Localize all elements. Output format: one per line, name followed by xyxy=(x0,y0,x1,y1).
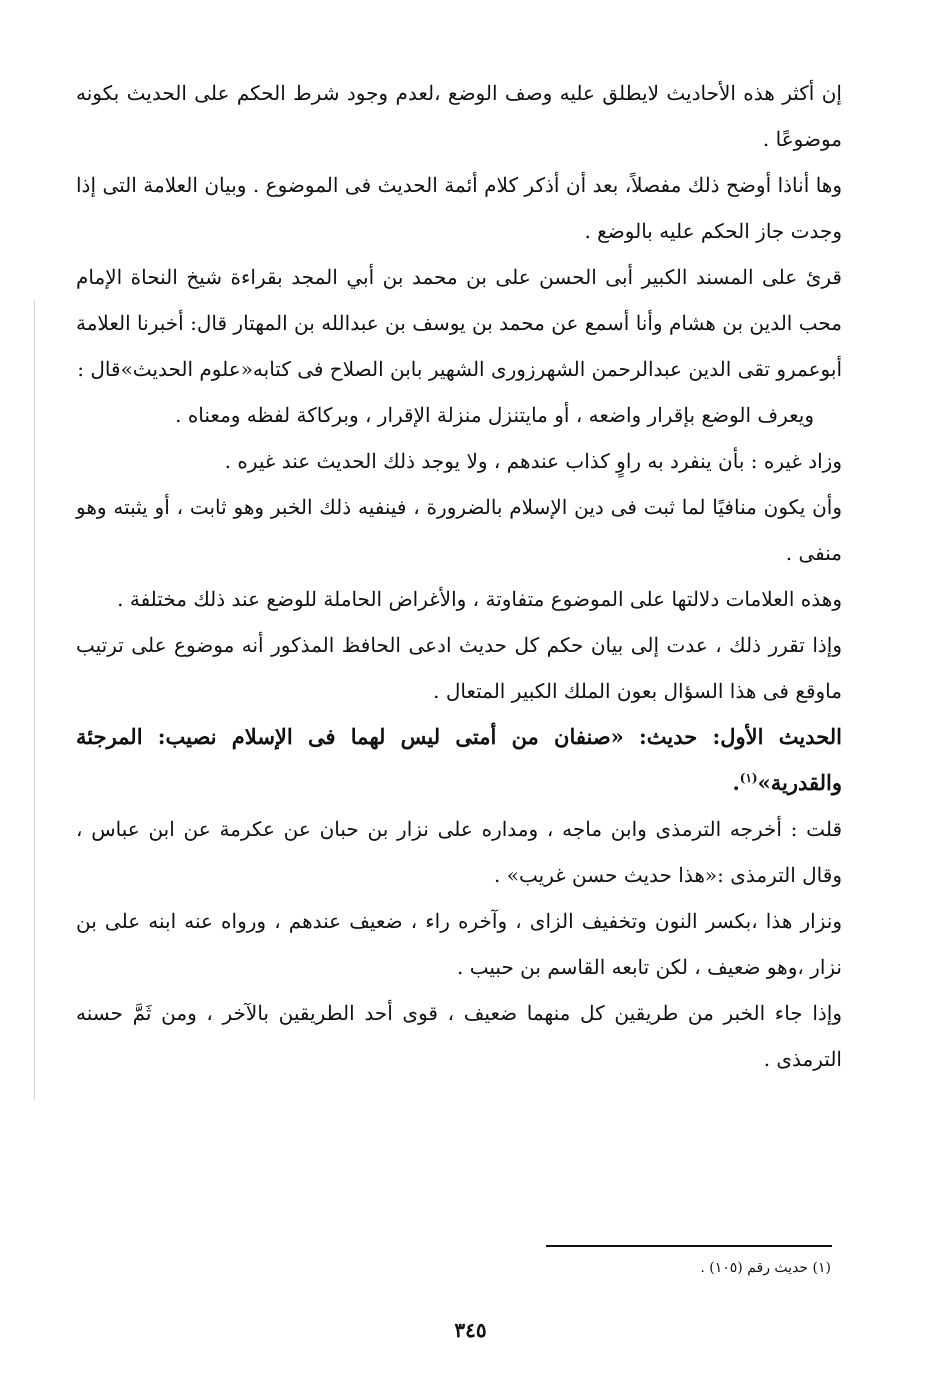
paragraph-isnad: قرئ على المسند الكبير أبى الحسن على بن محمد بن أبي المجد بقراءة شيخ النحاة الإمام محب الدين بن هشام وأنا أسمع عن محمد بن يوسف بن عبدالله بن المهتار قال: أخبرنا العلامة أبوعمرو تقى الدين عبدالرحمن الشهرزورى الشهير بابن الصلاح فى كتابه«علوم الحديث»قال : xyxy=(76,265,842,381)
hadith-heading-text: الحديث الأول: حديث: «صنفان من أمتى ليس لهما فى الإسلام نصيب: المرجئة والقدرية» xyxy=(76,724,842,795)
hadith-heading-end: . xyxy=(732,770,740,795)
paragraph-takhrij: قلت : أخرجه الترمذى وابن ماجه ، ومداره على نزار بن حبان عن عكرمة عن ابن عباس ، وقال الترمذى :«هذا حديث حسن غريب» . xyxy=(76,817,842,887)
paragraph-narrator: ونزار هذا ،بكسر النون وتخفيف الزاى ، وآخره راء ، ضعيف عندهم ، ورواه عنه ابنه على بن نزار ،وهو ضعيف ، لكن تابعه القاسم بن حبيب . xyxy=(76,909,842,979)
footnote: (١) حديث رقم (١٠٥) . xyxy=(700,1260,831,1276)
footnote-separator xyxy=(546,1245,832,1247)
paragraph-intro: إن أكثر هذه الأحاديث لايطلق عليه وصف الوضع ،لعدم وجود شرط الحكم على الحديث بكونه موضوعًا . xyxy=(76,81,842,151)
paragraph-quote-2: وزاد غيره : بأن ينفرد به راوٍ كذاب عندهم ، ولا يوجد ذلك الحديث عند غيره . xyxy=(224,449,842,473)
paragraph-clarification: وها أناذا أوضح ذلك مفصلاً، بعد أن أذكر كلام أئمة الحديث فى الموضوع . وبيان العلامة التى إذا وجدت جاز الحكم عليه بالوضع . xyxy=(76,173,843,243)
page-number: ٣٤٥ xyxy=(454,1318,487,1342)
footnote-marker: (١) xyxy=(739,771,758,785)
page-edge-line xyxy=(34,300,35,1100)
hadith-heading xyxy=(76,714,842,806)
main-text xyxy=(76,70,842,1082)
paragraph-quote-3: وأن يكون منافيًا لما ثبت فى دين الإسلام بالضرورة ، فينفيه ذلك الخبر وهو ثابت ، أو يثبته وهو منفى . xyxy=(76,495,842,565)
paragraph-transition: وإذا تقرر ذلك ، عدت إلى بيان حكم كل حديث ادعى الحافظ المذكور أنه موضوع على ترتيب ماوقع فى هذا السؤال بعون الملك الكبير المتعال . xyxy=(76,633,842,703)
paragraph-signs: وهذه العلامات دلالتها على الموضوع متفاوتة ، والأغراض الحاملة للوضع عند ذلك مختلفة . xyxy=(117,587,842,611)
paragraph-quote-1: ويعرف الوضع بإقرار واضعه ، أو مايتنزل منزلة الإقرار ، وبركاكة لفظه ومعناه . xyxy=(175,403,814,427)
paragraph-conclusion: وإذا جاء الخبر من طريقين كل منهما ضعيف ، قوى أحد الطريقين بالآخر ، ومن ثَمَّ حسنه الترمذى . xyxy=(76,1001,842,1071)
